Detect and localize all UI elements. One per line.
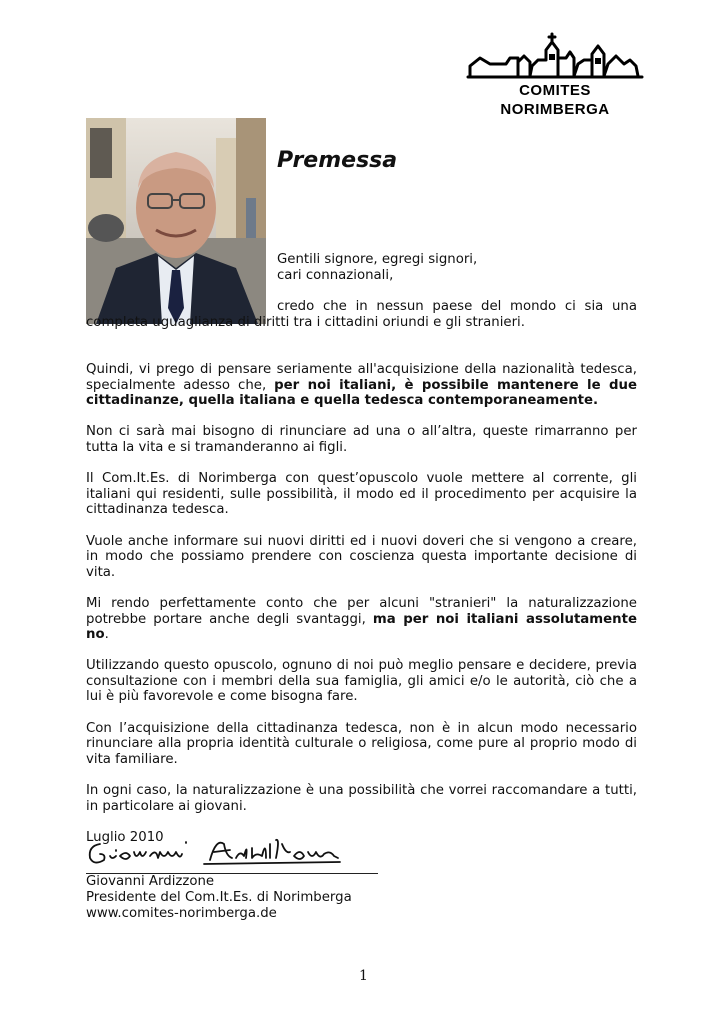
paragraph-7: Con l’acquisizione della cittadinanza tedesca, non è in alcun modo necessario rinunciare alla propria identità culturale o religiosa, come pure al proprio modo di vita familiare. [86,720,637,767]
credo-paragraph [86,299,637,331]
paragraph-2: Non ci sarà mai bisogno di rinunciare ad una o all’altra, queste rimarranno per tutta la vita e si tramanderanno ai figli. [86,424,637,455]
letter-date: Luglio 2010 [86,829,164,845]
paragraph-6: Utilizzando questo opuscolo, ognuno di noi può meglio pensare e decidere, previa consultazione con i membri della sua famiglia, gli amici e/o le autorità, ciò che a lui è più favorevole e come bisogna fare. [86,658,637,705]
credo-text: credo che in nessun paese del mondo ci sia una completa uguaglianza di diritti tra i cittadini oriundi e gli stranieri. [86,299,637,330]
page-title: Premessa [277,148,398,173]
greeting [277,252,637,300]
paragraph-5-end: . [104,627,109,643]
signature-block [86,874,352,921]
comites-logo [466,28,644,120]
logo-line-2: NORIMBERGA [500,101,610,118]
signer-role: Presidente del Com.It.Es. di Norimberga [86,889,352,905]
greeting-line-2: cari connazionali, [277,268,394,283]
paragraph-1-bold: per noi italiani, è possibile mantenere le due cittadinanze, quella italiana e quella tedesca contemporaneamente. [86,377,637,409]
paragraph-5-text: Mi rendo perfettamente conto che per alcuni "stranieri" la naturalizzazione potrebbe portare anche degli svantaggi, [86,595,637,627]
signer-name: Giovanni Ardizzone [86,874,215,889]
handwritten-signature [86,834,346,870]
paragraph-8: In ogni caso, la naturalizzazione è una possibilità che vorrei raccomandare a tutti, in particolare ai giovani. [86,783,637,814]
portrait-photo [86,118,266,324]
paragraph-4: Vuole anche informare sui nuovi diritti ed i nuovi doveri che si vengono a creare, in modo che possiamo prendere con coscienza questa importante decisione di vita. [86,533,637,580]
website-link[interactable]: www.comites-norimberga.de [86,905,277,921]
paragraph-3: Il Com.It.Es. di Norimberga con quest’opuscolo vuole mettere al corrente, gli italiani qui residenti, sulle possibilità, il modo ed il procedimento per acquisire la cittadinanza tedesca. [86,471,637,518]
skyline-icon [466,28,644,84]
page-number: 1 [359,968,368,984]
letter-body [86,362,637,861]
greeting-line-1: Gentili signore, egregi signori, [277,252,478,267]
logo-line-1: COMITES [519,82,591,99]
paragraph-5-bold: ma per noi italiani assolutamente no [86,611,637,643]
paragraph-5 [86,596,637,643]
paragraph-1-text: Quindi, vi prego di pensare seriamente all'acquisizione della nazionalità tedesca, specialmente adesso che, [86,362,637,393]
paragraph-1 [86,362,637,409]
